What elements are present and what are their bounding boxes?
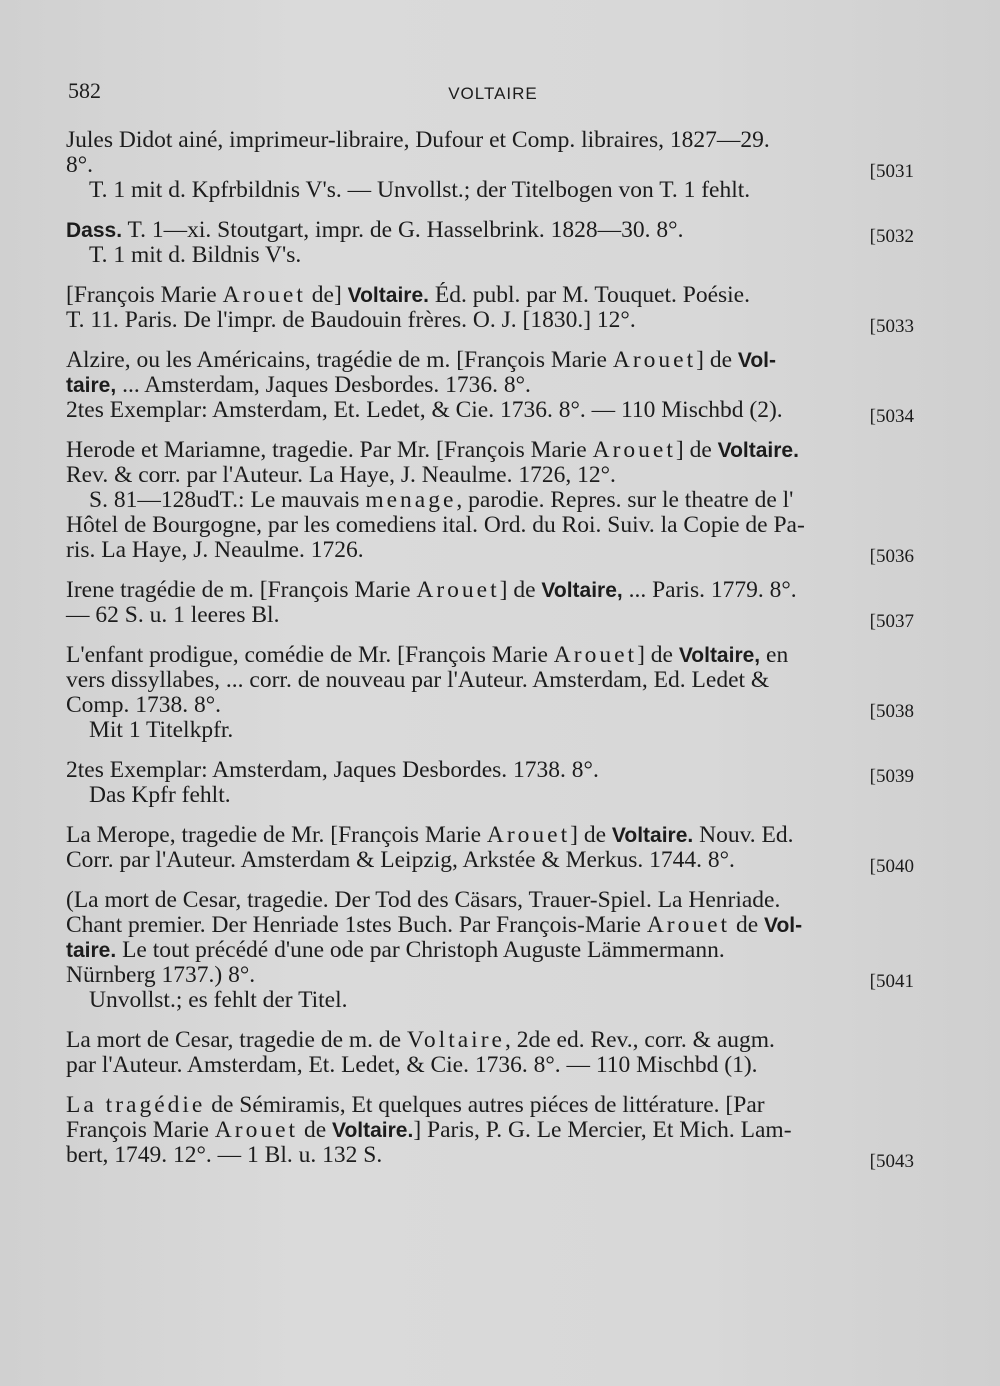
entry-text: de (298, 1117, 332, 1143)
entry-text: ] Paris, P. G. Le Mercier, Et Mich. Lam- (413, 1117, 792, 1143)
entry-line (66, 307, 918, 337)
entry-line (66, 757, 918, 787)
catalog-number: [5033 (869, 316, 914, 337)
entry-text: ] de (570, 822, 612, 848)
author-name: Dass. (66, 219, 123, 242)
bibliography-entry (66, 218, 918, 268)
bibliography-entry (66, 577, 918, 632)
spaced-name: La tragédie (66, 1092, 206, 1118)
entry-line (66, 988, 918, 1013)
bibliography-entry (66, 128, 918, 203)
bibliography-entry (66, 643, 918, 743)
entry-line (66, 643, 918, 668)
entry-line (66, 823, 918, 848)
entry-text: T. 1 mit d. Kpfrbildnis V's. — Unvollst.; der Titelbogen von T. 1 fehlt. (89, 177, 751, 203)
entry-text: Nouv. Ed. (693, 822, 794, 848)
entry-line (66, 488, 918, 513)
entry-text: L'enfant prodigue, comédie de Mr. [François Marie (66, 642, 554, 668)
entry-line (66, 692, 918, 722)
entry-text: Jules Didot ainé, imprimeur-libraire, Dufour et Comp. libraires, 1827—29. (66, 127, 770, 153)
entry-line (66, 962, 918, 992)
entry-line (66, 1118, 918, 1143)
entry-text: Alzire, ou les Américains, tragédie de m. [François Marie (66, 347, 613, 373)
entry-text: ris. La Haye, J. Neaulme. 1726. (66, 537, 364, 563)
entry-text: de] (305, 282, 348, 308)
entry-line (66, 847, 918, 877)
entry-line (66, 578, 918, 603)
entry-text: La Merope, tragedie de Mr. [François Marie (66, 822, 487, 848)
entry-text: vers dissyllabes, ... corr. de nouveau par l'Auteur. Amsterdam, Ed. Ledet & (66, 667, 770, 693)
entry-text: Comp. 1738. 8°. (66, 692, 221, 718)
entry-list (66, 128, 918, 1183)
entry-line (66, 397, 918, 427)
entry-line (66, 217, 918, 247)
entry-text: ] de (675, 437, 718, 463)
entry-text: Chant premier. Der Henriade 1stes Buch. Par François-Marie (66, 912, 647, 938)
spaced-name: Arouet (592, 437, 676, 463)
spaced-name: Arouet (416, 577, 500, 603)
entry-line (66, 1028, 918, 1053)
entry-text: Le tout précédé d'une ode par Christoph Auguste Lämmermann. (116, 937, 725, 963)
entry-line (66, 783, 918, 808)
entry-text: T. 1 mit d. Bildnis V's. (89, 242, 302, 268)
entry-text: de Sémiramis, Et quelques autres piéces de littérature. [Par (205, 1092, 765, 1118)
spaced-name: menage (365, 487, 457, 513)
author-name: taire. (66, 939, 117, 962)
author-name: Vol- (764, 914, 803, 937)
bibliography-entry (66, 437, 918, 567)
entry-text: par l'Auteur. Amsterdam, Et. Ledet, & Cie. 1736. 8°. — 110 Mischbd (1). (66, 1052, 758, 1078)
entry-line (66, 668, 918, 693)
entry-line (66, 718, 918, 743)
author-name: Voltaire. (611, 824, 694, 847)
entry-text: de (730, 912, 765, 938)
entry-line (66, 938, 918, 963)
page-number: 582 (68, 78, 101, 103)
entry-text: S. 81—128udT.: Le mauvais (89, 487, 366, 513)
entry-text: Mit 1 Titelkpfr. (89, 717, 234, 743)
catalog-number: [5039 (869, 766, 914, 787)
entry-text: (La mort de Cesar, tragedie. Der Tod des Cäsars, Trauer-Spiel. La Henriade. (66, 887, 781, 913)
entry-text: François Marie (66, 1117, 215, 1143)
spaced-name: Voltaire (406, 1027, 505, 1053)
entry-text: 2tes Exemplar: Amsterdam, Jaques Desbordes. 1738. 8°. (66, 757, 599, 783)
author-name: Voltaire. (347, 284, 429, 307)
entry-line (66, 602, 918, 632)
entry-line (66, 128, 918, 153)
entry-text: La mort de Cesar, tragedie de m. de (66, 1027, 407, 1053)
catalog-number: [5043 (869, 1151, 914, 1172)
page-header (68, 78, 918, 108)
bibliography-entry (66, 758, 918, 808)
catalog-number: [5040 (869, 856, 914, 877)
entry-text: Hôtel de Bourgogne, par les comediens ital. Ord. du Roi. Suiv. la Copie de Pa- (66, 512, 805, 538)
entry-text: Rev. & corr. par l'Auteur. La Haye, J. Neaulme. 1726, 12°. (66, 462, 616, 488)
author-name: Voltaire, (541, 579, 623, 602)
entry-line (66, 463, 918, 488)
spaced-name: Arouet (222, 282, 306, 308)
entry-text: 8°. (66, 152, 94, 178)
entry-line (66, 913, 918, 938)
entry-text: bert, 1749. 12°. — 1 Bl. u. 132 S. (66, 1142, 383, 1168)
entry-line (66, 1053, 918, 1078)
entry-line (66, 1142, 918, 1172)
entry-line (66, 513, 918, 538)
running-head: VOLTAIRE (448, 84, 538, 103)
bibliography-entry (66, 347, 918, 427)
entry-text: Unvollst.; es fehlt der Titel. (89, 987, 348, 1013)
catalog-number: [5034 (869, 406, 914, 427)
spaced-name: Arouet (486, 822, 571, 848)
spaced-name: Arouet (612, 347, 697, 373)
entry-text: ... Amsterdam, Jaques Desbordes. 1736. 8°. (116, 372, 531, 398)
author-name: Voltaire, (678, 644, 761, 667)
entry-text: Éd. publ. par M. Touquet. Poésie. (428, 282, 750, 308)
entry-text: ] de (637, 642, 679, 668)
bibliography-entry (66, 822, 918, 877)
spaced-name: Arouet (553, 642, 638, 668)
entry-text: T. 1—xi. Stoutgart, impr. de G. Hasselbrink. 1828—30. 8°. (122, 217, 684, 243)
spaced-name: Arouet (646, 912, 731, 938)
bibliography-entry (66, 1028, 918, 1078)
entry-line (66, 243, 918, 268)
catalog-number: [5036 (869, 546, 914, 567)
entry-line (66, 283, 918, 308)
entry-text: Corr. par l'Auteur. Amsterdam & Leipzig, Arkstée & Merkus. 1744. 8°. (66, 847, 735, 873)
entry-line (66, 438, 918, 463)
entry-line (66, 373, 918, 398)
bibliography-entry (66, 1092, 918, 1172)
entry-line (66, 888, 918, 913)
entry-text: , parodie. Repres. sur le theatre de l' (456, 487, 794, 513)
entry-line (66, 178, 918, 203)
entry-text: T. 11. Paris. De l'impr. de Baudouin frères. O. J. [1830.] 12°. (66, 307, 636, 333)
catalog-number: [5031 (869, 161, 914, 182)
bibliography-entry (66, 888, 918, 1013)
entry-text: Herode et Mariamne, tragedie. Par Mr. [François Marie (66, 437, 593, 463)
catalog-number: [5032 (869, 226, 914, 247)
entry-line (66, 537, 918, 567)
author-name: Voltaire. (717, 439, 799, 462)
entry-line (66, 1093, 918, 1118)
entry-text: ] de (696, 347, 738, 373)
bibliography-entry (66, 282, 918, 337)
entry-line (66, 152, 918, 182)
entry-text: en (760, 642, 789, 668)
entry-text: Irene tragédie de m. [François Marie (66, 577, 417, 603)
spaced-name: Arouet (214, 1117, 299, 1143)
entry-text: , 2de ed. Rev., corr. & augm. (504, 1027, 775, 1053)
entry-text: ] de (499, 577, 542, 603)
author-name: Vol- (737, 349, 776, 372)
entry-text: [François Marie (66, 282, 223, 308)
entry-text: 2tes Exemplar: Amsterdam, Et. Ledet, & Cie. 1736. 8°. — 110 Mischbd (2). (66, 397, 783, 423)
entry-text: Das Kpfr fehlt. (89, 782, 231, 808)
catalog-number: [5038 (869, 701, 914, 722)
author-name: Voltaire. (332, 1119, 414, 1142)
entry-text: ... Paris. 1779. 8°. (622, 577, 797, 603)
entry-text: — 62 S. u. 1 leeres Bl. (66, 602, 280, 628)
catalog-number: [5041 (869, 971, 914, 992)
entry-text: Nürnberg 1737.) 8°. (66, 962, 256, 988)
entry-line (66, 348, 918, 373)
author-name: taire, (66, 374, 117, 397)
catalog-number: [5037 (869, 611, 914, 632)
